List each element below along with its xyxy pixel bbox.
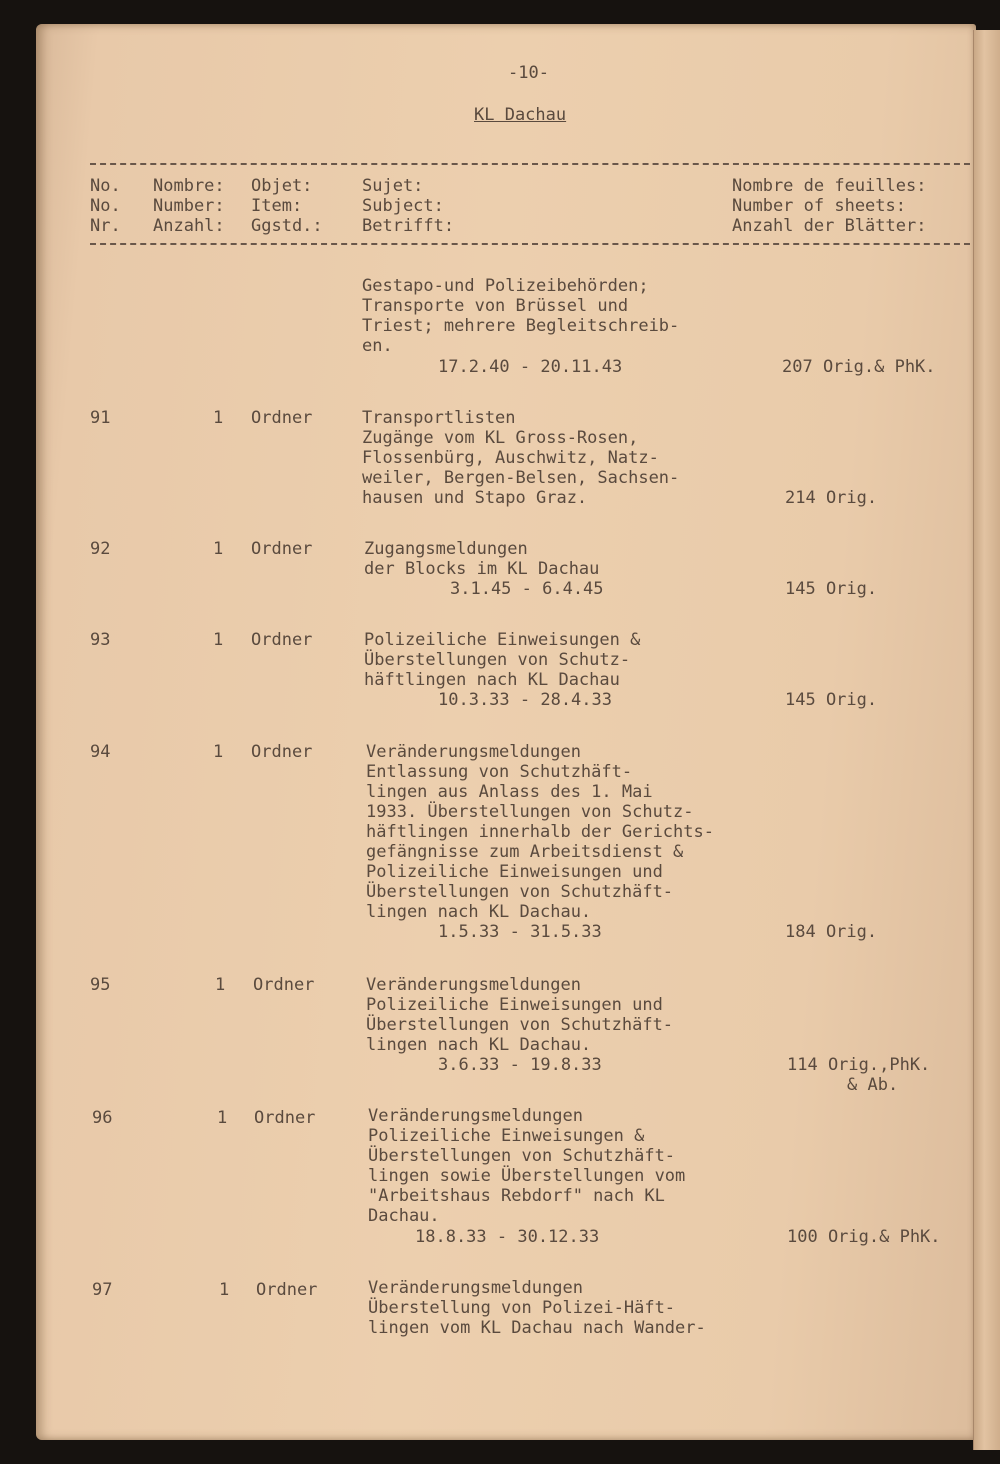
sheet-count: 100 Orig.& PhK. [787,1227,941,1247]
subject-line: 1933. Überstellungen von Schutz- [366,802,694,822]
sheet-count: 145 Orig. [785,579,878,599]
header-item-fr: Objet: [251,176,313,196]
entry-count: 1 [217,1108,228,1128]
sheet-count: 214 Orig. [785,488,878,508]
date-range: 1.5.33 - 31.5.33 [438,922,602,942]
entry-count: 1 [215,975,226,995]
entry-count: 1 [213,630,224,650]
subject-line: Veränderungsmeldungen [366,975,581,995]
subject-line: hausen und Stapo Graz. [362,488,588,508]
subject-line: lingen nach KL Dachau. [366,1035,592,1055]
entry-count: 1 [213,408,224,428]
subject-line: Flossenbürg, Auschwitz, Natz- [362,448,659,468]
subject-line: gefängnisse zum Arbeitsdienst & [366,842,684,862]
subject-line: häftlingen nach KL Dachau [364,670,620,690]
sheet-count-continued: & Ab. [847,1075,899,1095]
subject-line: lingen vom KL Dachau nach Wander- [368,1318,706,1338]
entry-item: Ordner [251,408,313,428]
subject-line: Dachau. [368,1206,440,1226]
subject-line: Polizeiliche Einweisungen und [366,995,663,1015]
subject-line: Gestapo-und Polizeibehörden; [362,276,649,296]
subject-line: Transportlisten [362,408,516,428]
sheet-count: 207 Orig.& PhK. [782,357,936,377]
date-range: 3.6.33 - 19.8.33 [438,1055,602,1075]
entry-number: 96 [92,1108,113,1128]
header-sheets-de: Anzahl der Blätter: [732,216,927,236]
subject-line: lingen aus Anlass des 1. Mai [366,782,653,802]
date-range: 17.2.40 - 20.11.43 [438,357,623,377]
subject-line: Überstellungen von Schutzhäft- [368,1146,676,1166]
subject-line: Veränderungsmeldungen [366,742,581,762]
entry-count: 1 [213,539,224,559]
header-top-rule [90,163,970,165]
subject-line: der Blocks im KL Dachau [364,559,600,579]
subject-line: Zugangsmeldungen [364,539,528,559]
header-count-en: Number: [153,196,225,216]
header-bottom-rule [90,243,970,245]
entry-item: Ordner [253,975,315,995]
subject-line: weiler, Bergen-Belsen, Sachsen- [362,468,680,488]
header-subject-de: Betrifft: [362,216,455,236]
header-sheets-en: Number of sheets: [732,196,906,216]
subject-line: "Arbeitshaus Rebdorf" nach KL [368,1186,665,1206]
subject-line: häftlingen innerhalb der Gerichts- [366,822,714,842]
date-range: 10.3.33 - 28.4.33 [438,690,612,710]
entry-number: 95 [90,975,111,995]
header-no-de: Nr. [90,216,121,236]
entry-number: 91 [90,408,111,428]
subject-line: lingen sowie Überstellungen vom [368,1166,686,1186]
subject-line: Zugänge vom KL Gross-Rosen, [362,428,639,448]
sheet-count: 145 Orig. [785,690,878,710]
section-title: KL Dachau [474,105,567,125]
date-range: 18.8.33 - 30.12.33 [415,1227,600,1247]
subject-line: Überstellungen von Schutzhäft- [366,1015,674,1035]
subject-line: Entlassung von Schutzhäft- [366,762,633,782]
entry-number: 92 [90,539,111,559]
entry-item: Ordner [254,1108,316,1128]
subject-line: Polizeiliche Einweisungen & [364,630,641,650]
entry-item: Ordner [251,539,313,559]
subject-line: Überstellungen von Schutz- [364,650,631,670]
entry-item: Ordner [251,630,313,650]
header-subject-en: Subject: [362,196,444,216]
header-count-de: Anzahl: [153,216,225,236]
page-number: -10- [508,63,549,83]
subject-line: Veränderungsmeldungen [368,1278,583,1298]
entry-item: Ordner [256,1280,318,1300]
header-count-fr: Nombre: [153,176,225,196]
header-item-en: Item: [251,196,303,216]
header-sheets-fr: Nombre de feuilles: [732,176,927,196]
subject-line: en. [362,336,393,356]
date-range: 3.1.45 - 6.4.45 [450,579,604,599]
subject-line: Überstellungen von Schutzhäft- [366,882,674,902]
subject-line: Überstellung von Polizei-Häft- [368,1298,676,1318]
subject-line: lingen nach KL Dachau. [366,902,592,922]
subject-line: Polizeiliche Einweisungen und [366,862,663,882]
header-no-fr: No. [90,176,121,196]
subject-line: Triest; mehrere Begleitschreib- [362,316,680,336]
sheet-count: 184 Orig. [785,922,878,942]
header-subject-fr: Sujet: [362,176,424,196]
entry-item: Ordner [251,742,313,762]
subject-line: Veränderungsmeldungen [368,1106,583,1126]
entry-number: 94 [90,742,111,762]
sheet-count: 114 Orig.,PhK. [787,1055,931,1075]
entry-number: 93 [90,630,111,650]
entry-number: 97 [92,1280,113,1300]
header-no-en: No. [90,196,121,216]
entry-count: 1 [213,742,224,762]
header-item-de: Ggstd.: [251,216,323,236]
entry-count: 1 [219,1280,230,1300]
subject-line: Polizeiliche Einweisungen & [368,1126,645,1146]
subject-line: Transporte von Brüssel und [362,296,629,316]
page-stack-edge [973,30,1000,1450]
